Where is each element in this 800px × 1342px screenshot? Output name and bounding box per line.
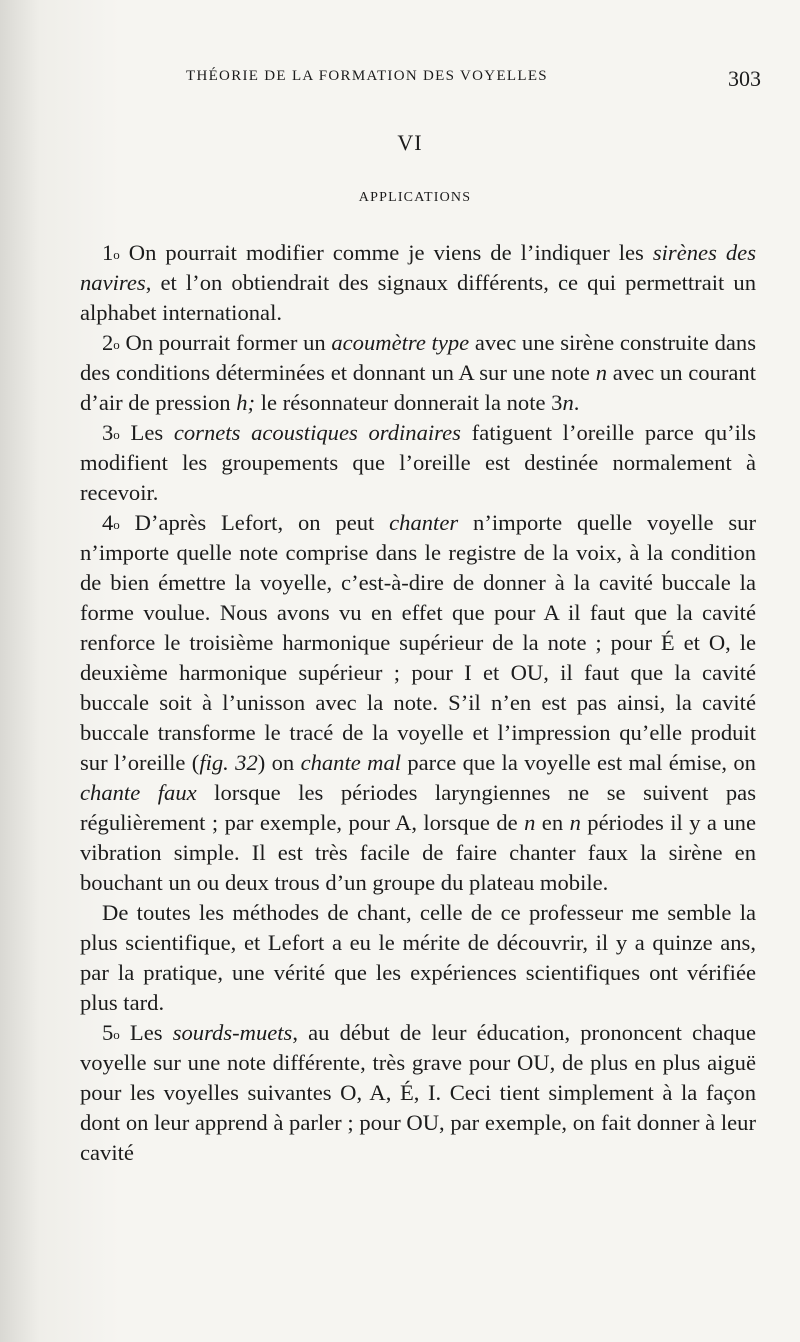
ordinal-marker: o — [113, 427, 120, 442]
running-header — [186, 66, 761, 94]
text-run: en — [535, 810, 570, 835]
italic-run: sirènes des navires — [80, 240, 756, 295]
text-run: avec une sirène construite dans des conditions déterminées et donnant un A sur une note — [80, 330, 756, 385]
italic-run: n — [569, 810, 581, 835]
text-run: ) on — [257, 750, 301, 775]
text-run: On pourrait former un — [119, 330, 332, 355]
ordinal-marker: o — [113, 517, 120, 532]
italic-run: n — [595, 360, 607, 385]
paragraph-p6 — [80, 1018, 756, 1168]
running-title: THÉORIE DE LA FORMATION DES VOYELLES — [186, 68, 548, 84]
text-run: , et l’on obtiendrait des signaux différents, ce qui permettrait un alphabet international. — [80, 270, 756, 325]
text-run: 4 — [102, 510, 114, 535]
text-run: lorsque les périodes laryngiennes ne se suivent pas régulièrement ; par exemple, pour A, lorsque de — [80, 780, 756, 835]
section-number: VI — [397, 130, 423, 155]
text-run: 5 — [102, 1020, 114, 1045]
italic-run: h; — [236, 390, 256, 415]
italic-run: n — [524, 810, 536, 835]
italic-run: chante faux — [80, 780, 197, 805]
italic-run: chanter — [389, 510, 459, 535]
italic-run: fig. 32 — [199, 750, 258, 775]
paragraph-p4 — [80, 508, 756, 898]
text-run: Les — [119, 1020, 173, 1045]
paragraph-p2 — [80, 328, 756, 418]
text-run: 1 — [102, 240, 114, 265]
text-run: . — [573, 390, 580, 415]
text-run: n’importe quelle voyelle sur n’importe quelle note comprise dans le registre de la voix, à la condition de bien émettre la voyelle, c’est-à-dire de donner à la cavité buccale la forme voulue. Nous avons vu en effet que pour A il faut que la cavité renforce le troisième harmonique supérieur de la note ; pour É et O, le deuxième harmonique supérieur ; pour I et OU, il faut que la cavité buccale soit à l’unisson avec la note. S’il n’en est pas ainsi, la cavité buccale transforme le tracé de la voyelle et l’impression qu’elle produit sur l’oreille ( — [80, 510, 756, 775]
text-run: parce que la voyelle est mal émise, on — [401, 750, 756, 775]
text-run: D’après Lefort, on peut — [119, 510, 390, 535]
text-run: fatiguent l’oreille parce qu’ils modifient les groupements que l’oreille est destinée normalement à recevoir. — [80, 420, 756, 505]
text-run: 2 — [102, 330, 114, 355]
text-run: Les — [119, 420, 174, 445]
text-run: le résonnateur donnerait la note 3 — [255, 390, 563, 415]
paragraph-p5 — [80, 898, 756, 1018]
ordinal-marker: o — [113, 337, 120, 352]
ordinal-marker: o — [113, 1027, 120, 1042]
body-text — [80, 238, 756, 1168]
text-run: 3 — [102, 420, 114, 445]
paragraph-p1 — [80, 238, 756, 328]
paragraph-p3 — [80, 418, 756, 508]
page-number: 303 — [728, 66, 761, 91]
italic-run: n — [562, 390, 574, 415]
italic-run: chante mal — [300, 750, 402, 775]
text-run: On pourrait modifier comme je viens de l’indiquer les — [119, 240, 653, 265]
text-run: De toutes les méthodes de chant, celle de ce professeur me semble la plus scientifique, et Lefort a eu le mérite de découvrir, il y a quinze ans, par la pratique, une vérité que les expériences scientifiques ont vérifiée plus tard. — [80, 900, 756, 1015]
section-title: APPLICATIONS — [358, 190, 472, 205]
italic-run: sourds-muets — [172, 1020, 293, 1045]
italic-run: cornets acoustiques ordinaires — [173, 420, 461, 445]
italic-run: acoumètre type — [331, 330, 470, 355]
text-run: avec un courant d’air de pression — [80, 360, 756, 415]
ordinal-marker: o — [113, 247, 120, 262]
text-run: périodes il y a une vibration simple. Il est très facile de faire chanter faux la sirène en bouchant un ou deux trous d’un groupe du plateau mobile. — [80, 810, 756, 895]
text-run: , au début de leur éducation, prononcent chaque voyelle sur une note différente, très grave pour OU, de plus en plus aiguë pour les voyelles suivantes O, A, É, I. Ceci tient simplement à la façon dont on leur apprend à parler ; pour OU, par exemple, on fait donner à leur cavité — [80, 1020, 756, 1165]
